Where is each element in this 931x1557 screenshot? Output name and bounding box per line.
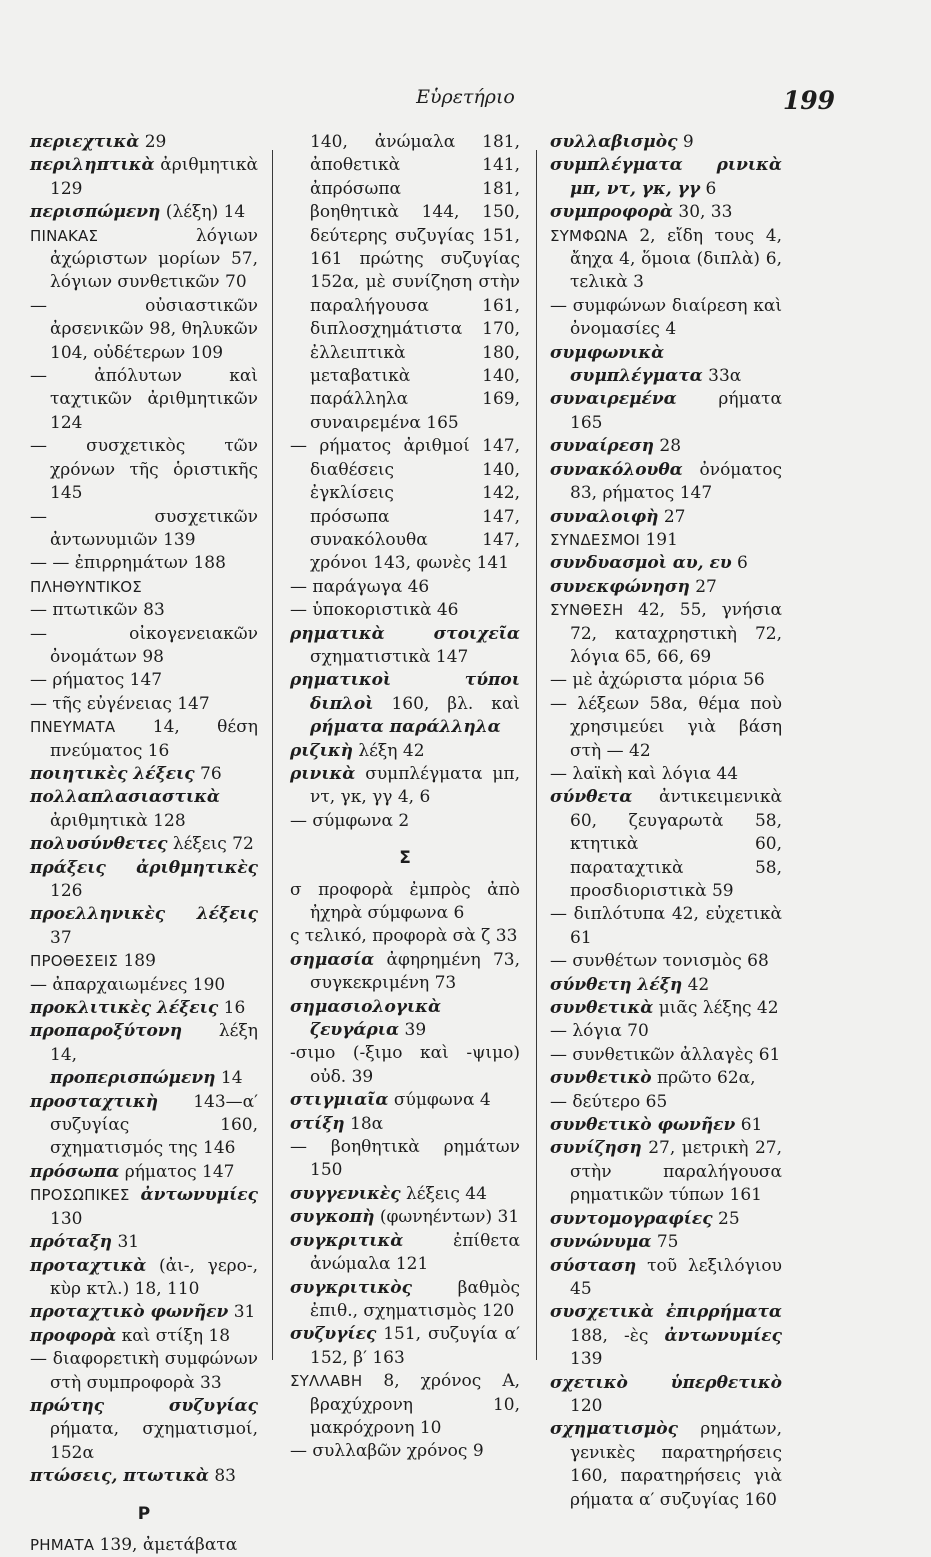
index-entry xyxy=(30,1465,258,1488)
entry-text: Σ xyxy=(399,848,411,869)
entry-headword: συλλαβισμὸς xyxy=(550,132,678,152)
entry-text: 2, εἴδη τους 4, ἄηχα 4, ὅμοια (διπλὰ) 6, τελικὰ 3 xyxy=(570,225,782,293)
entry-headword: ρήματα παράλληλα xyxy=(310,717,501,738)
index-entry xyxy=(550,1372,782,1419)
entry-headword: προπαροξύτονη xyxy=(30,1021,183,1042)
index-entry xyxy=(30,201,258,224)
index-entry xyxy=(550,459,782,506)
index-entry xyxy=(30,997,258,1020)
entry-text: 25 xyxy=(712,1208,740,1229)
index-entry xyxy=(290,810,520,833)
entry-text: 61 xyxy=(735,1115,763,1136)
index-entry xyxy=(30,435,258,505)
entry-text: — λαϊκὴ καὶ λόγια 44 xyxy=(550,763,739,784)
entry-text: 126 xyxy=(50,881,83,901)
entry-headword: συνίζηση xyxy=(550,1138,642,1159)
entry-text: 30, 33 xyxy=(672,202,733,223)
entry-headword: ριζικὴ xyxy=(290,740,353,761)
entry-headword: σημασιολογικὰ ζευγάρια xyxy=(290,996,442,1041)
entry-headword: σημασία xyxy=(290,949,375,970)
entry-headword: συμφωνικὰ συμπλέγματα xyxy=(550,342,703,387)
index-entry xyxy=(290,996,520,1043)
entry-text: ἀφηρημένη 73, συγκεκριμένη 73 xyxy=(310,949,520,994)
entry-headword: συνώνυμα xyxy=(550,1232,652,1253)
index-entry xyxy=(30,225,258,295)
index-entry xyxy=(30,1534,258,1557)
entry-headword: πτώσεις, πτωτικὰ xyxy=(30,1466,209,1487)
index-entry xyxy=(30,1184,258,1231)
index-entry xyxy=(290,669,520,739)
entry-text: — τῆς εὐγένειας 147 xyxy=(30,693,210,714)
entry-text: 16 xyxy=(218,998,246,1019)
entry-text: 28 xyxy=(653,436,682,457)
entry-text: — ρήματος ἀριθμοί 147, διαθέσεις 140, ἐγκλίσεις 142, πρόσωπα 147, συνακόλουθα 147, χρόνοι 143, φωνὲς 141 xyxy=(290,436,520,574)
entry-text: — συλλαβῶν χρόνος 9 xyxy=(290,1441,484,1462)
entry-caps-heading: ΠΙΝΑΚΑΣ xyxy=(30,226,99,245)
index-entry xyxy=(30,950,258,973)
index-entry xyxy=(550,1091,782,1114)
entry-headword: πολλαπλασιαστικὰ xyxy=(30,787,221,808)
entry-text: 14 xyxy=(215,1068,243,1089)
entry-text: — συνθετικῶν ἀλλαγὲς 61 xyxy=(550,1044,781,1065)
entry-text: 9 xyxy=(677,132,694,152)
entry-text: πρῶτο 62α, xyxy=(651,1068,756,1089)
entry-headword: προκλιτικὲς λέξεις xyxy=(30,998,219,1019)
index-entry xyxy=(550,529,782,552)
index-entry xyxy=(550,1044,782,1067)
entry-text: 27 xyxy=(689,576,717,597)
index-entry xyxy=(550,1137,782,1207)
entry-text xyxy=(130,1185,141,1205)
entry-text: (λέξη) 14 xyxy=(160,202,246,223)
entry-text: 8, χρόνος Α, βραχύχρονη 10, μακρόχρονη 10 xyxy=(310,1371,520,1438)
entry-text: — λέξεων 58α, θέμα ποὺ χρησιμεύει γιὰ βάση στὴ — 42 xyxy=(550,693,782,761)
entry-text: — ρήματος 147 xyxy=(30,670,163,691)
entry-text: ἀντικειμενικὰ 60, ζευγαρωτὰ 58, κτητικὰ 60, παραταχτικὰ 58, προσδιοριστικὰ 59 xyxy=(570,787,782,901)
entry-text: — συνθέτων τονισμὸς 68 xyxy=(550,951,769,972)
index-entry xyxy=(550,506,782,529)
index-entry xyxy=(30,974,258,997)
entry-headword: περιληπτικὰ xyxy=(30,155,155,176)
index-entry xyxy=(30,1067,258,1090)
index-entry xyxy=(30,154,258,201)
index-column-right xyxy=(550,131,782,1512)
page-number: 199 xyxy=(782,86,835,115)
index-column-left xyxy=(30,131,258,1557)
entry-headword: συναλοιφὴ xyxy=(550,506,659,527)
entry-text: — — ἐπιρρημάτων 188 xyxy=(30,553,226,574)
entry-text: — οἰκογενειακῶν ὀνομάτων 98 xyxy=(30,623,258,667)
entry-text: ἀριθμητικὰ 128 xyxy=(50,810,186,831)
entry-text: — ὑποκοριστικὰ 46 xyxy=(290,600,459,621)
index-entry xyxy=(290,1042,520,1089)
entry-text: 31 xyxy=(228,1302,256,1323)
index-entry xyxy=(30,599,258,622)
index-entry xyxy=(290,1206,520,1229)
entry-text: — διπλότυπα 42, εὐχετικὰ 61 xyxy=(550,904,782,948)
index-entry xyxy=(550,903,782,950)
index-entry xyxy=(30,1301,258,1324)
entry-text: 75 xyxy=(651,1232,679,1253)
index-entry xyxy=(550,974,782,997)
entry-headword: πρόσωπα xyxy=(30,1161,120,1182)
entry-text: (ἀι-, γερο-, κὺρ κτλ.) 18, 110 xyxy=(50,1255,258,1299)
index-entry xyxy=(30,693,258,716)
entry-text: 83 xyxy=(208,1466,236,1487)
entry-headword: σύσταση xyxy=(550,1255,637,1276)
entry-text: — σύμφωνα 2 xyxy=(290,810,410,831)
entry-text: ρήματα 165 xyxy=(570,389,782,433)
entry-text: 39 xyxy=(399,1020,427,1041)
entry-text: λέξη 42 xyxy=(352,740,425,761)
index-entry xyxy=(290,763,520,810)
entry-text: — πτωτικῶν 83 xyxy=(30,600,165,621)
index-entry xyxy=(290,1183,520,1206)
entry-text: 143—α′ συζυγίας 160, σχηματισμός της 146 xyxy=(50,1091,258,1159)
entry-text: — συσχετικὸς τῶν χρόνων τῆς ὁριστικῆς 145 xyxy=(30,436,258,504)
entry-text: σ προφορὰ ἐμπρὸς ἀπὸ ἠχηρὰ σύμφωνα 6 xyxy=(290,879,520,923)
entry-headword: σχηματισμὸς xyxy=(550,1419,678,1440)
entry-text: — παράγωγα 46 xyxy=(290,576,430,597)
entry-text: — ἀπόλυτων καὶ ταχτικῶν ἀριθμητικῶν 124 xyxy=(30,366,258,433)
entry-text: — συμφώνων διαίρεση καὶ ὀνομασίες 4 xyxy=(550,295,782,340)
entry-text: 31 xyxy=(112,1232,140,1253)
entry-caps-heading: ΣΥΝΔΕΣΜΟΙ xyxy=(550,530,641,549)
entry-headword: συμπλέγματα ρινικὰ μπ, ντ, γκ, γγ xyxy=(550,155,782,199)
entry-headword: συναιρεμένα xyxy=(550,389,677,410)
index-entry xyxy=(30,623,258,670)
entry-headword: προταχτικὸ φωνῆεν xyxy=(30,1302,229,1323)
entry-caps-heading: ΠΡΟΘΕΣΕΙΣ xyxy=(30,952,119,971)
index-entry xyxy=(30,506,258,553)
index-entry xyxy=(550,599,782,669)
entry-headword: πρώτης συζυγίας xyxy=(30,1395,258,1416)
entry-text: ρήματα, σχηματισμοί, 152α xyxy=(50,1419,258,1463)
index-entry xyxy=(550,154,782,201)
entry-headword: συνακόλουθα xyxy=(550,459,683,480)
index-entry xyxy=(30,1325,258,1348)
index-entry xyxy=(550,131,782,154)
entry-text: — ἀπαρχαιωμένες 190 xyxy=(30,974,226,995)
entry-headword: συγγενικὲς xyxy=(290,1183,401,1204)
entry-headword: στίξη xyxy=(290,1113,345,1134)
index-entry xyxy=(290,576,520,599)
entry-text: — οὐσιαστικῶν ἀρσενικῶν 98, θηλυκῶν 104, οὐδέτερων 109 xyxy=(30,295,258,363)
index-entry xyxy=(30,857,258,904)
entry-headword: ἀντωνυμίες xyxy=(140,1185,258,1206)
entry-caps-heading: ΠΝΕΥΜΑΤΑ xyxy=(30,718,116,737)
index-entry xyxy=(550,1301,782,1371)
entry-text: 6 xyxy=(731,553,748,574)
entry-headword: συζυγίες xyxy=(290,1324,377,1345)
entry-text: βαθμὸς ἐπιθ., σχηματισμὸς 120 xyxy=(310,1277,520,1321)
entry-headword: στιγμιαῖα xyxy=(290,1090,389,1111)
section-letter-heading xyxy=(30,1503,258,1526)
entry-text: συμπλέγματα μπ, ντ, γκ, γγ 4, 6 xyxy=(310,763,520,808)
index-entry xyxy=(290,925,520,948)
entry-text: 191 xyxy=(640,529,678,550)
entry-headword: περισπώμενη xyxy=(30,202,161,223)
index-entry xyxy=(550,435,782,458)
entry-headword: συγκριτικὸς xyxy=(290,1277,412,1298)
index-entry xyxy=(550,1208,782,1231)
index-entry xyxy=(550,1067,782,1090)
entry-headword: προταχτικὰ xyxy=(30,1255,147,1276)
entry-text: ρημάτων, γενικὲς παρατηρήσεις 160, παρατηρήσεις γιὰ ρήματα α′ συζυγίας 160 xyxy=(570,1419,782,1510)
entry-text: λέξεις 72 xyxy=(167,834,254,855)
entry-text: 27 xyxy=(658,506,686,527)
entry-headword: σύνθετα xyxy=(550,787,633,808)
index-entry xyxy=(290,740,520,763)
entry-text: 29 xyxy=(139,132,167,152)
entry-text: 139 xyxy=(570,1349,603,1370)
entry-caps-heading: ΣΥΝΘΕΣΗ xyxy=(550,601,624,620)
entry-headword: συγκριτικὰ xyxy=(290,1230,404,1251)
entry-headword: σύνθετη λέξη xyxy=(550,974,683,995)
index-entry xyxy=(290,1113,520,1136)
entry-text: σχηματιστικὰ 147 xyxy=(310,646,469,667)
entry-text: ὀνόματος 83, ρήματος 147 xyxy=(570,459,782,504)
entry-text: λόγιων ἀχώριστων μορίων 57, λόγιων συνθετικῶν 70 xyxy=(50,225,258,293)
entry-text: ς τελικό, προφορὰ σὰ ζ 33 xyxy=(290,926,518,947)
entry-headword: περιεχτικὰ xyxy=(30,132,140,152)
entry-text: 120 xyxy=(570,1395,603,1416)
index-entry xyxy=(290,599,520,622)
running-title: Εὑρετήριο xyxy=(416,86,515,108)
index-entry xyxy=(550,576,782,599)
index-entry xyxy=(30,1020,258,1067)
entry-headword: συγκοπὴ xyxy=(290,1207,375,1228)
index-entry xyxy=(550,295,782,342)
index-entry xyxy=(550,201,782,224)
column-divider-right xyxy=(536,150,537,1360)
index-entry xyxy=(290,435,520,575)
entry-text: 14, θέση πνεύματος 16 xyxy=(50,717,258,761)
index-entry xyxy=(290,1089,520,1112)
entry-text: — συσχετικῶν ἀντωνυμιῶν 139 xyxy=(30,506,258,550)
entry-headword: συντομογραφίες xyxy=(550,1208,713,1229)
entry-text: καὶ στίξη 18 xyxy=(116,1325,231,1346)
entry-text: Ρ xyxy=(137,1503,151,1524)
entry-headword: συμπροφορὰ xyxy=(550,202,673,223)
index-entry xyxy=(290,1230,520,1277)
index-entry xyxy=(550,693,782,763)
entry-caps-heading: ΠΛΗΘΥΝΤΙΚΟΣ xyxy=(30,577,142,596)
entry-text: 18α xyxy=(344,1113,384,1134)
index-entry xyxy=(290,949,520,996)
index-entry xyxy=(290,1136,520,1183)
entry-text: 130 xyxy=(50,1208,83,1229)
index-entry xyxy=(290,879,520,926)
index-entry xyxy=(550,225,782,295)
index-entry xyxy=(550,1231,782,1254)
entry-text: 42 xyxy=(682,974,710,995)
index-entry xyxy=(30,716,258,763)
entry-text: — βοηθητικὰ ρημάτων 150 xyxy=(290,1137,520,1181)
entry-headword: συνθετικὸ φωνῆεν xyxy=(550,1115,736,1136)
entry-headword: συνεκφώνηση xyxy=(550,576,690,597)
index-entry xyxy=(30,1091,258,1161)
index-entry xyxy=(290,1440,520,1463)
entry-headword: προφορὰ xyxy=(30,1325,117,1346)
index-entry xyxy=(550,1020,782,1043)
entry-text: μιᾶς λέξης 42 xyxy=(653,998,779,1019)
entry-headword: συσχετικὰ ἐπιρρήματα xyxy=(550,1302,782,1323)
entry-headword: προσταχτικὴ xyxy=(30,1091,159,1112)
entry-text: τοῦ λεξιλόγιου 45 xyxy=(570,1255,782,1299)
entry-text: σύμφωνα 4 xyxy=(388,1090,491,1111)
index-entry xyxy=(30,1231,258,1254)
column-divider-left xyxy=(272,150,273,1360)
entry-headword: σχετικὸ ὑπερθετικὸ xyxy=(550,1372,782,1393)
entry-text: ἀριθμητικὰ 129 xyxy=(50,155,258,199)
entry-text: — μὲ ἀχώριστα μόρια 56 xyxy=(550,670,765,691)
entry-headword: πολυσύνθετες xyxy=(30,834,168,855)
index-entry xyxy=(550,997,782,1020)
entry-text: 160, βλ. καὶ xyxy=(373,693,520,714)
index-entry xyxy=(550,763,782,786)
entry-caps-heading: ΠΡΟΣΩΠΙΚΕΣ xyxy=(30,1186,130,1205)
index-entry xyxy=(30,1255,258,1302)
index-entry xyxy=(30,903,258,950)
index-entry xyxy=(550,342,782,389)
entry-caps-heading: ΣΥΛΛΑΒΗ xyxy=(290,1372,363,1391)
index-entry xyxy=(550,786,782,903)
entry-text: 188, -ὲς xyxy=(570,1325,665,1346)
entry-headword: συνθετικὸ xyxy=(550,1068,652,1089)
index-entry xyxy=(30,552,258,575)
entry-text: (φωνηέντων) 31 xyxy=(374,1207,520,1228)
entry-text: -σιμο (-ξιμο καὶ -ψιμο) οὐδ. 39 xyxy=(290,1043,520,1087)
entry-text: 140, ἀνώμαλα 181, ἀποθετικὰ 141, ἀπρόσωπα 181, βοηθητικὰ 144, 150, δεύτερης συζυγίας 151, 161 πρώτης συζυγίας 152α, μὲ συνίζηση στὴν παραλήγουσα 161, διπλοσχημάτιστα 170, ἐλλειπτικὰ 180, μεταβατικὰ 140, παράλληλα 169, συναιρεμένα 165 xyxy=(310,132,520,433)
entry-headword: πράξεις ἀριθμητικὲς xyxy=(30,857,258,878)
index-entry xyxy=(30,669,258,692)
entry-text: — δεύτερο 65 xyxy=(550,1091,668,1112)
entry-text: 27, μετρικὴ 27, στὴν παραλήγουσα ρηματικῶν τύπων 161 xyxy=(570,1138,782,1206)
entry-headword: ρηματικοὶ τύποι διπλοὶ xyxy=(290,670,520,714)
index-entry xyxy=(30,365,258,435)
entry-text: — διαφορετικὴ συμφώνων στὴ συμπροφορὰ 33 xyxy=(30,1349,258,1393)
index-entry xyxy=(550,1418,782,1512)
index-entry xyxy=(550,950,782,973)
index-entry xyxy=(30,1161,258,1184)
index-entry xyxy=(290,1323,520,1370)
entry-text: λέξεις 44 xyxy=(400,1183,487,1204)
entry-text: ρήματος 147 xyxy=(119,1161,235,1182)
index-entry xyxy=(30,295,258,365)
entry-headword: συνδυασμοὶ αυ, ευ xyxy=(550,553,732,574)
index-entry xyxy=(30,1348,258,1395)
entry-headword: συνθετικὰ xyxy=(550,998,654,1019)
entry-text: 189 xyxy=(118,951,156,972)
entry-headword: προελληνικὲς λέξεις xyxy=(30,904,258,925)
entry-headword: ρηματικὰ στοιχεῖα xyxy=(290,623,520,644)
index-entry xyxy=(290,623,520,670)
entry-text: 42, 55, γνήσια 72, καταχρηστικὴ 72, λόγια 65, 66, 69 xyxy=(570,600,782,667)
index-entry xyxy=(30,576,258,599)
entry-headword: πρόταξη xyxy=(30,1232,113,1253)
entry-text: 37 xyxy=(50,927,72,948)
entry-headword: προπερισπώμενη xyxy=(50,1068,216,1089)
index-entry xyxy=(290,1370,520,1440)
index-entry xyxy=(30,786,258,833)
entry-text: — λόγια 70 xyxy=(550,1021,649,1042)
entry-text: 151, συζυγία α′ 152, β′ 163 xyxy=(310,1324,520,1368)
index-entry xyxy=(550,552,782,575)
index-column-middle xyxy=(290,131,520,1464)
entry-caps-heading: ΡΗΜΑΤΑ xyxy=(30,1535,95,1554)
entry-text: 76 xyxy=(194,763,222,784)
index-entry xyxy=(30,763,258,786)
index-entry xyxy=(290,131,520,435)
index-entry xyxy=(550,1255,782,1302)
entry-text: 139, ἀμετάβατα xyxy=(94,1534,238,1555)
entry-headword: συναίρεση xyxy=(550,436,654,457)
index-entry xyxy=(30,1395,258,1465)
index-entry xyxy=(290,1277,520,1324)
entry-caps-heading: ΣΥΜΦΩΝΑ xyxy=(550,226,628,245)
index-entry xyxy=(30,833,258,856)
index-entry xyxy=(550,1114,782,1137)
index-entry xyxy=(550,669,782,692)
entry-text: 33α xyxy=(702,366,742,387)
index-entry xyxy=(550,388,782,435)
section-letter-heading xyxy=(290,847,520,870)
entry-headword: ἀντωνυμίες xyxy=(664,1325,782,1346)
entry-text: ἐπίθετα ἀνώμαλα 121 xyxy=(310,1230,520,1275)
entry-text: λέξη 14, xyxy=(50,1021,258,1065)
entry-headword: ποιητικὲς λέξεις xyxy=(30,763,195,784)
entry-headword: ρινικὰ xyxy=(290,763,356,784)
entry-text: 6 xyxy=(700,178,717,199)
index-entry xyxy=(30,131,258,154)
